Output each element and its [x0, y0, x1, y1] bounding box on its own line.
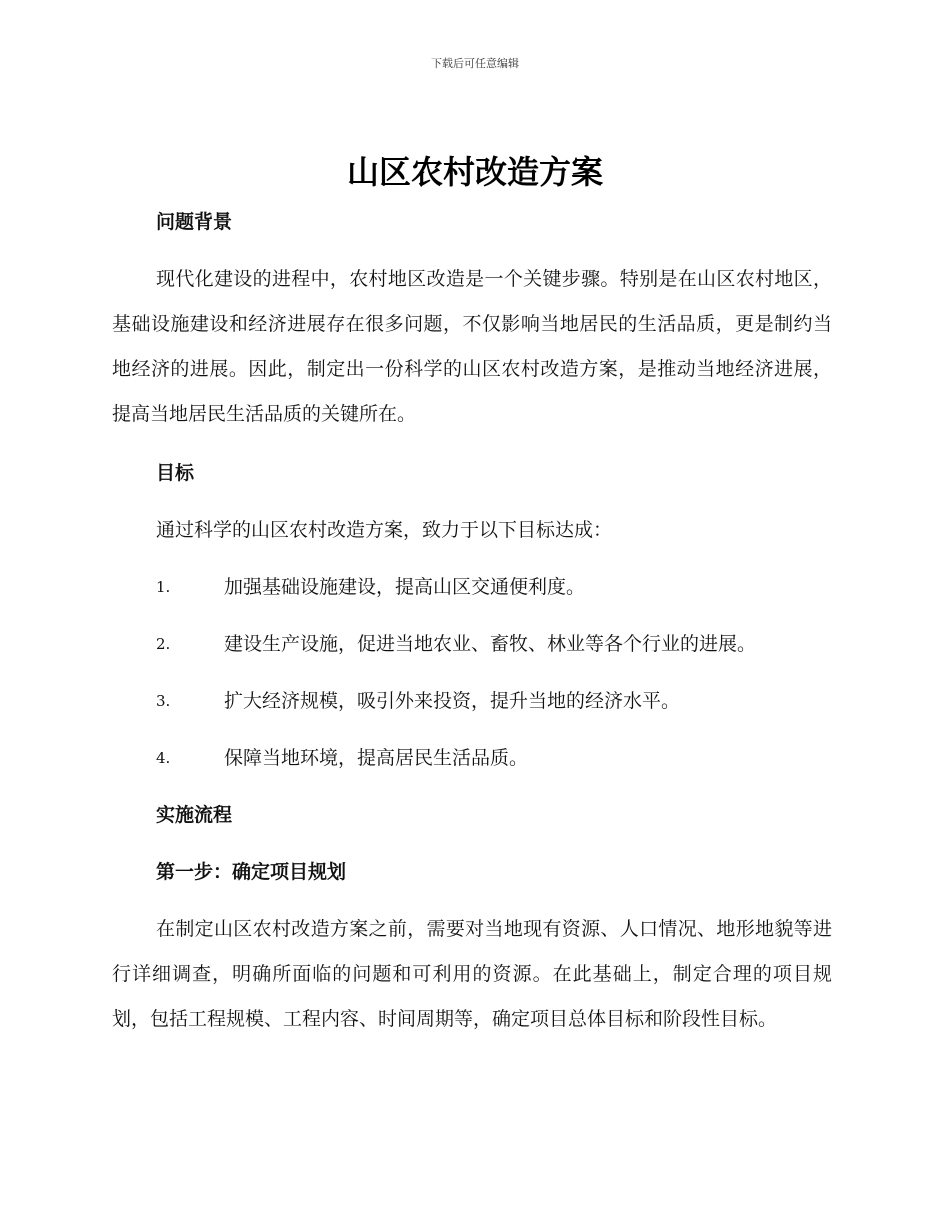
goal-number: 2. [156, 635, 171, 653]
goal-number: 1. [156, 578, 171, 596]
goal-text: 建设生产设施，促进当地农业、畜牧、林业等各个行业的进展。 [224, 633, 757, 655]
goal-number: 3. [156, 692, 171, 710]
goal-text: 扩大经济规模，吸引外来投资，提升当地的经济水平。 [224, 690, 681, 712]
goal-text: 保障当地环境，提高居民生活品质。 [224, 747, 529, 769]
document-title: 山区农村改造方案 [346, 153, 603, 191]
goal-item [112, 679, 832, 723]
step1-paragraph: 在制定山区农村改造方案之前，需要对当地现有资源、人口情况、地形地貌等进行详细调查，明确所面临的问题和可利用的资源。在此基础上，制定合理的项目规划，包括工程规模、工程内容、时间周期等，确定项目总体目标和阶段性目标。 [112, 918, 832, 1030]
document-body [112, 200, 832, 1056]
goal-list [112, 565, 832, 780]
goal-item [112, 565, 832, 609]
goals-intro: 通过科学的山区农村改造方案，致力于以下目标达成： [156, 519, 613, 541]
goal-text: 加强基础设施建设，提高山区交通便利度。 [224, 576, 586, 598]
goal-item [112, 622, 832, 666]
header-note: 下载后可任意编辑 [431, 57, 519, 70]
goal-number: 4. [156, 749, 171, 767]
step1-heading: 第一步：确定项目规划 [156, 861, 347, 883]
section-heading-goals: 目标 [156, 462, 195, 484]
background-paragraph: 现代化建设的进程中，农村地区改造是一个关键步骤。特别是在山区农村地区，基础设施建设和经济进展存在很多问题，不仅影响当地居民的生活品质，更是制约当地经济的进展。因此，制定出一份科学的山区农村改造方案，是推动当地经济进展，提高当地居民生活品质的关键所在。 [112, 268, 832, 425]
goal-item [112, 736, 832, 780]
section-heading-process: 实施流程 [156, 804, 233, 826]
section-heading-background: 问题背景 [156, 211, 233, 233]
